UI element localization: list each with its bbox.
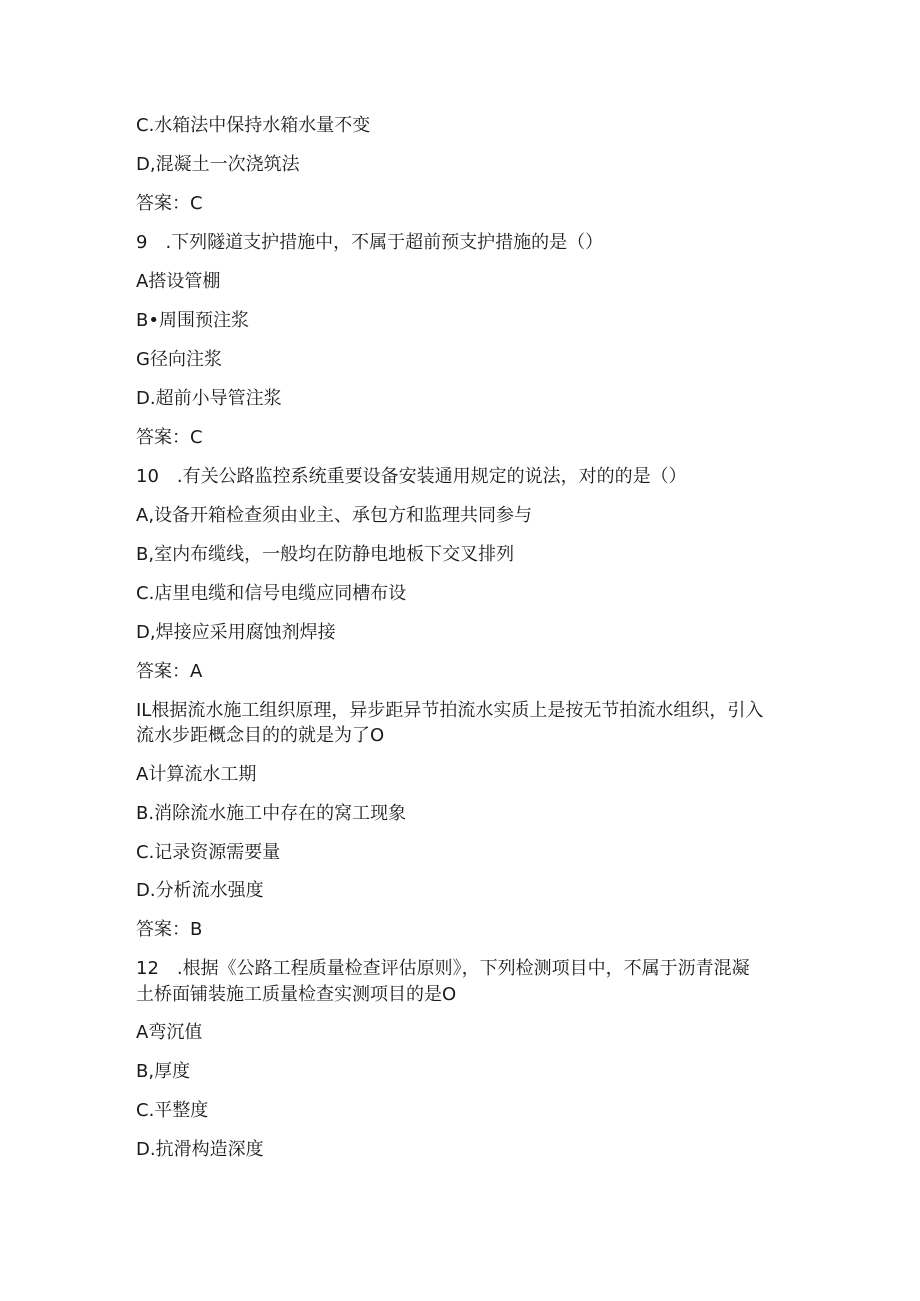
option-d: D.抗滑构造深度 [136, 1139, 264, 1160]
option-c: G径向注浆 [136, 349, 222, 370]
option-d: D,焊接应采用腐蚀剂焊接 [136, 622, 336, 643]
question-12-line-1: 12 .根据《公路工程质量检查评估原则》，下列检测项目中，不属于沥青混凝 [136, 958, 750, 979]
option-c: C.水箱法中保持水箱水量不变 [136, 115, 371, 136]
option-a: A弯沉值 [136, 1022, 203, 1043]
answer: 答案：B [136, 919, 203, 940]
question-11-line-2: 流水步距概念目的的就是为了O [136, 725, 385, 746]
option-d: D.分析流水强度 [136, 880, 264, 901]
question-11-line-1: IL根据流水施工组织原理，异步距异节拍流水实质上是按无节拍流水组织，引入 [136, 700, 764, 721]
option-b: B,室内布缆线，一般均在防静电地板下交叉排列 [136, 544, 515, 565]
option-d: D,混凝土一次浇筑法 [136, 154, 300, 175]
question-12-line-2: 土桥面铺装施工质量检查实测项目的是O [136, 984, 457, 1005]
option-a: A搭设管棚 [136, 271, 221, 292]
option-a: A,设备开箱检查须由业主、承包方和监理共同参与 [136, 505, 533, 526]
question-10: 10 .有关公路监控系统重要设备安装通用规定的说法，对的的是（） [136, 466, 687, 487]
option-b: B.消除流水施工中存在的窝工现象 [136, 803, 407, 824]
answer: 答案：C [136, 193, 203, 214]
option-d: D.超前小导管注浆 [136, 388, 282, 409]
question-9: 9 .下列隧道支护措施中，不属于超前预支护措施的是（） [136, 232, 604, 253]
option-b: B•周围预注浆 [136, 310, 249, 331]
option-b: B,厚度 [136, 1061, 191, 1082]
option-c: C.平整度 [136, 1100, 209, 1121]
option-c: C.记录资源需要量 [136, 842, 281, 863]
answer: 答案：A [136, 661, 203, 682]
option-c: C.店里电缆和信号电缆应同槽布设 [136, 583, 407, 604]
answer: 答案：C [136, 427, 203, 448]
option-a: A计算流水工期 [136, 764, 257, 785]
